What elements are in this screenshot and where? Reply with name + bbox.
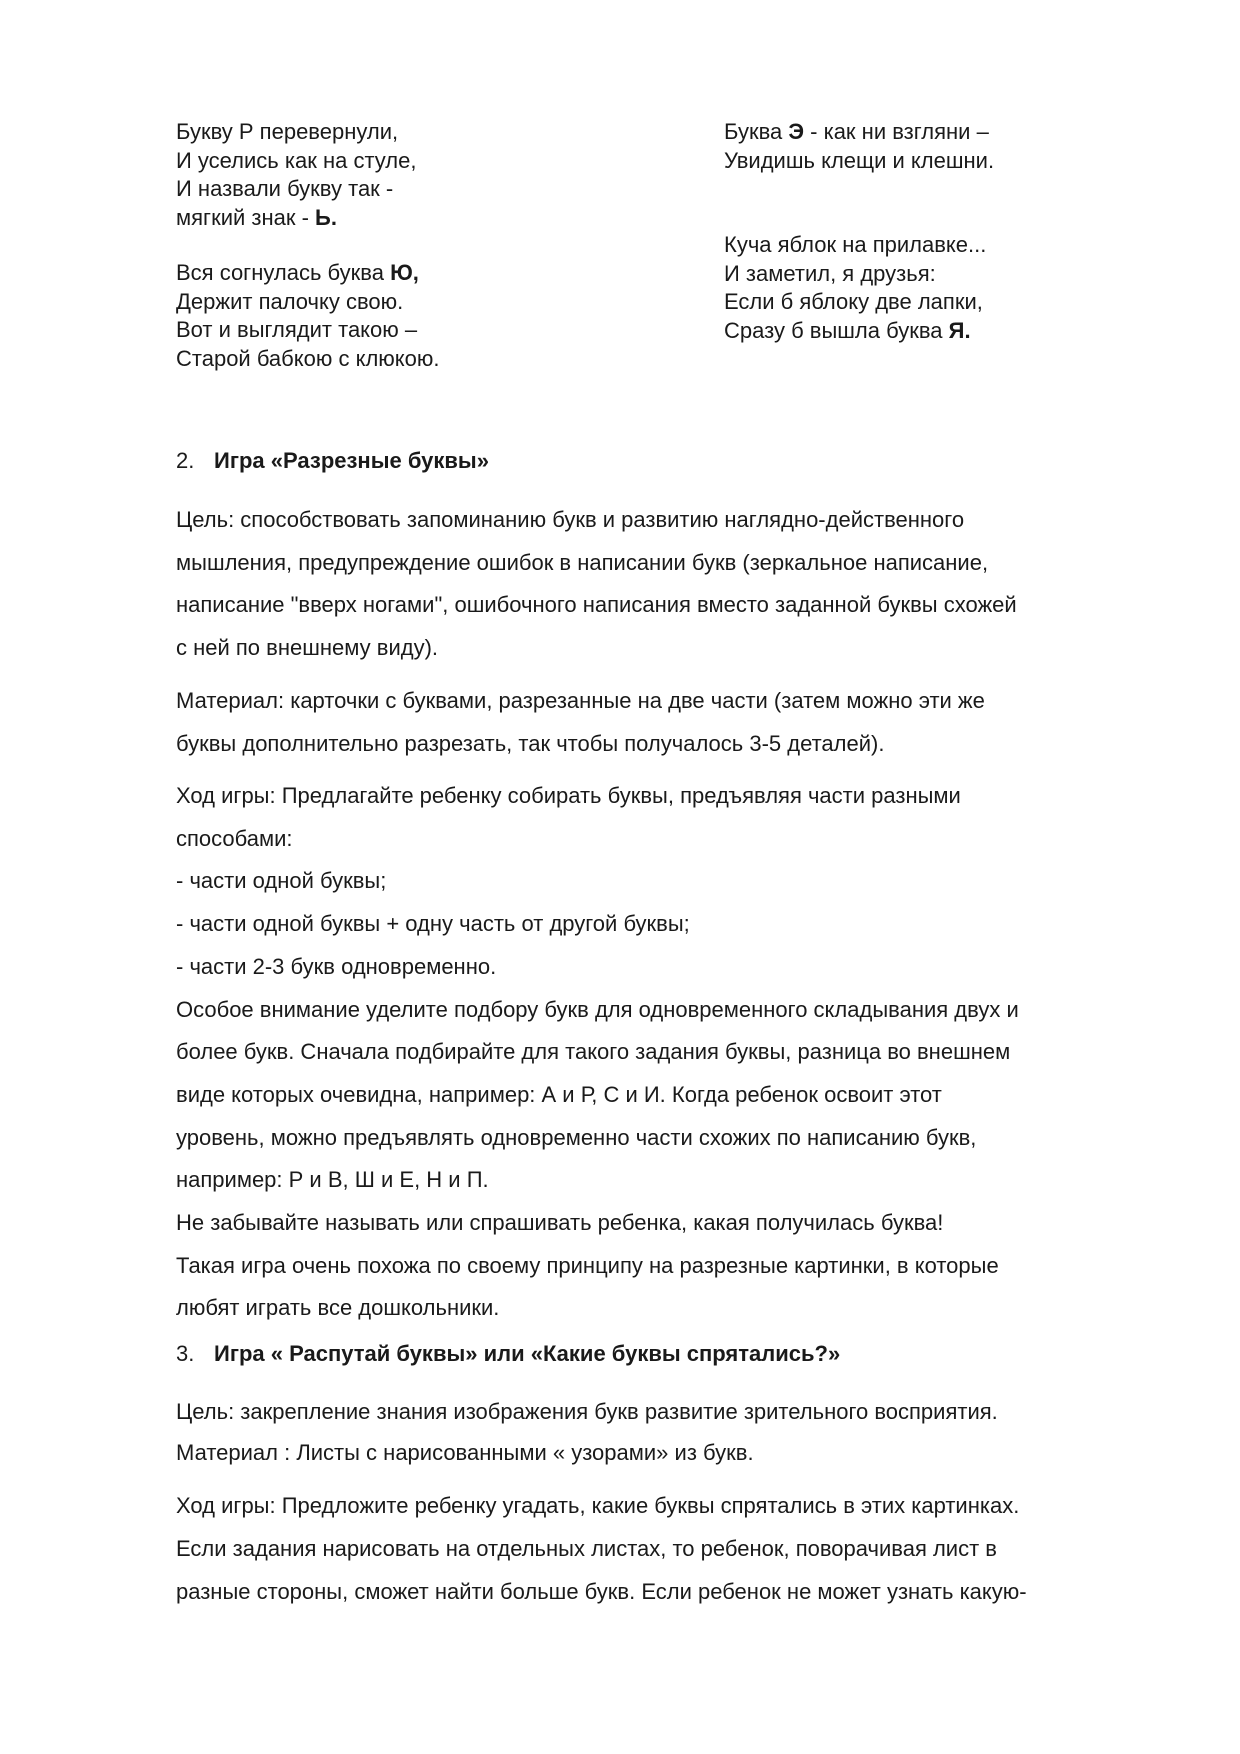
section-3-process bbox=[176, 1484, 1156, 1613]
poem-letter-yu bbox=[176, 259, 440, 373]
section-number: 2. bbox=[176, 448, 195, 473]
section-2-process bbox=[176, 775, 1156, 1330]
paragraph-line: способами: bbox=[176, 825, 293, 851]
section-number: 3. bbox=[176, 1341, 195, 1366]
paragraph-line: Ход игры: Предложите ребенку угадать, какие буквы спрятались в этих картинках. bbox=[176, 1493, 1020, 1518]
paragraph-line: Ход игры: Предлагайте ребенку собирать буквы, предъявляя части разными bbox=[176, 783, 961, 808]
poem-line: И уселись как на стуле, bbox=[176, 147, 417, 173]
paragraph-line: Цель: способствовать запоминанию букв и развитию наглядно-действенного bbox=[176, 507, 965, 532]
paragraph-line: более букв. Сначала подбирайте для такого задания буквы, разница во внешнем bbox=[176, 1039, 1011, 1065]
poem-line: Старой бабкою с клюкою. bbox=[176, 345, 440, 371]
paragraph-line: Если задания нарисовать на отдельных листах, то ребенок, поворачивая лист в bbox=[176, 1536, 997, 1561]
section-2-heading bbox=[176, 447, 1156, 475]
poem-line: И заметил, я друзья: bbox=[724, 260, 936, 286]
paragraph-line: например: Р и В, Ш и Е, Н и П. bbox=[176, 1167, 489, 1193]
poem-line: Увидишь клещи и клешни. bbox=[724, 147, 995, 173]
paragraph-line: Не забывайте называть или спрашивать ребенка, какая получилась буква! bbox=[176, 1210, 944, 1236]
section-3-heading bbox=[176, 1340, 1156, 1368]
poem-line: Вот и выглядит такою – bbox=[176, 317, 418, 342]
poem-line: Держит палочку свою. bbox=[176, 288, 404, 314]
paragraph-line: буквы дополнительно разрезать, так чтобы получалось 3-5 деталей). bbox=[176, 730, 885, 756]
poem-line: Сразу б вышла буква Я. bbox=[724, 317, 971, 343]
paragraph-line: Материал: карточки с буквами, разрезанные на две части (затем можно эти же bbox=[176, 688, 985, 713]
paragraph-line: Такая игра очень похожа по своему принципу на разрезные картинки, в которые bbox=[176, 1252, 999, 1278]
paragraph-line: разные стороны, сможет найти больше букв. Если ребенок не может узнать какую- bbox=[176, 1579, 1027, 1604]
paragraph-line: любят играть все дошкольники. bbox=[176, 1295, 500, 1321]
list-item: - части 2-3 букв одновременно. bbox=[176, 953, 497, 979]
section-3-goal-material bbox=[176, 1391, 1156, 1473]
poem-line: Буква Э - как ни взгляни – bbox=[724, 119, 989, 144]
poem-line: Куча яблок на прилавке... bbox=[724, 232, 987, 257]
poem-line: И назвали букву так - bbox=[176, 176, 394, 201]
paragraph-line: Цель: закрепление знания изображения букв развитие зрительного восприятия. bbox=[176, 1399, 998, 1424]
paragraph-line: мышления, предупреждение ошибок в написании букв (зеркальное написание, bbox=[176, 549, 989, 575]
section-2-goal bbox=[176, 499, 1156, 670]
paragraph-line: с ней по внешнему виду). bbox=[176, 635, 439, 661]
section-title: Игра «Разрезные буквы» bbox=[214, 448, 489, 473]
poem-line: Если б яблоку две лапки, bbox=[724, 289, 983, 314]
list-item: - части одной буквы + одну часть от другой буквы; bbox=[176, 911, 690, 937]
paragraph-line: Материал : Листы с нарисованными « узорами» из букв. bbox=[176, 1440, 754, 1465]
paragraph-line: виде которых очевидна, например: А и Р, С и И. Когда ребенок освоит этот bbox=[176, 1081, 942, 1107]
poem-soft-sign bbox=[176, 118, 417, 232]
section-title: Игра « Распутай буквы» или «Какие буквы спрятались?» bbox=[214, 1341, 841, 1366]
poem-letter-e bbox=[724, 118, 994, 175]
list-item: - части одной буквы; bbox=[176, 868, 387, 894]
poem-line: мягкий знак - Ь. bbox=[176, 204, 337, 230]
paragraph-line: написание "вверх ногами", ошибочного написания вместо заданной буквы схожей bbox=[176, 592, 1017, 618]
poem-line: Вся согнулась буква Ю, bbox=[176, 260, 419, 285]
paragraph-line: уровень, можно предъявлять одновременно части схожих по написанию букв, bbox=[176, 1124, 977, 1150]
poem-line: Букву Р перевернули, bbox=[176, 119, 399, 144]
poem-letter-ya bbox=[724, 231, 986, 345]
section-2-material bbox=[176, 680, 1156, 765]
paragraph-line: Особое внимание уделите подбору букв для одновременного складывания двух и bbox=[176, 996, 1019, 1022]
